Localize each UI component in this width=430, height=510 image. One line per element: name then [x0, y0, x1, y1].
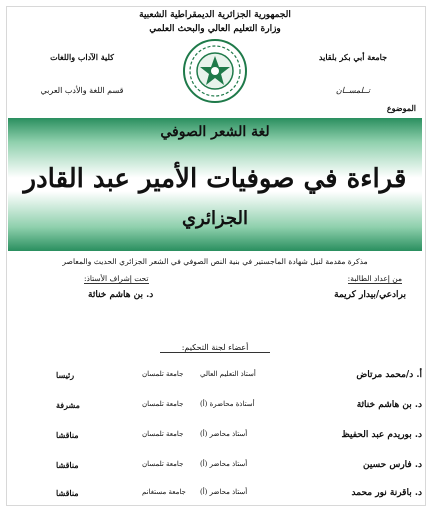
department-name: قسم اللغة والأدب العربي	[40, 86, 124, 95]
title-line-3: الجزائري	[181, 208, 249, 229]
member-name: د. بوريدم عبد الحفيظ	[341, 430, 422, 440]
university-emblem-icon	[182, 38, 248, 104]
member-title: أستاذ محاضر (أ)	[200, 488, 248, 496]
student-label: من إعداد الطالبة:	[347, 274, 402, 283]
supervisor-name: د. بن هاشم خناثة	[88, 290, 154, 300]
city-name: تــلمســان	[335, 86, 371, 95]
student-name: برادعي/بيدار كريمة	[334, 290, 406, 300]
member-name: أ. د/محمد مرتاض	[356, 370, 422, 380]
member-role: مناقشا	[56, 488, 79, 498]
ministry-line: وزارة التعليم العالي والبحث العلمي	[149, 24, 281, 34]
member-title: أستاذ محاضر (أ)	[200, 430, 248, 438]
member-university: جامعة تلمسان	[142, 370, 184, 378]
supervisor-label: تحت إشراف الأستاذ:	[84, 274, 149, 283]
title-line-2: قراءة في صوفيات الأمير عبد القادر	[23, 164, 407, 194]
degree-text: مذكرة مقدمة لنيل شهادة الماجستير في بنية النص الصوفي في الشعر الجزائري الحديث والمعاصر	[62, 257, 368, 266]
committee-label: أعضاء لجنة التحكيم:	[160, 343, 270, 353]
member-university: جامعة مستغانم	[142, 488, 186, 496]
member-name: د. باقرنة نور محمد	[351, 488, 422, 498]
member-role: مناقشا	[56, 460, 79, 470]
member-role: رئيسا	[56, 370, 75, 380]
committee-row	[14, 456, 422, 478]
member-title: أستاذة محاضرة (أ)	[200, 400, 255, 408]
committee-row	[14, 366, 422, 388]
member-role: مشرفة	[56, 400, 80, 410]
member-university: جامعة تلمسان	[142, 460, 184, 468]
member-name: د. فارس حسين	[363, 460, 422, 470]
committee-row	[14, 396, 422, 418]
member-title: أستاذ محاضر (أ)	[200, 460, 248, 468]
member-title: أستاذ التعليم العالي	[200, 370, 256, 378]
university-name: جامعة أبي بكر بلقايد	[318, 52, 388, 62]
member-university: جامعة تلمسان	[142, 430, 184, 438]
committee-row	[14, 426, 422, 448]
member-name: د. بن هاشم خناثة	[356, 400, 422, 410]
member-university: جامعة تلمسان	[142, 400, 184, 408]
faculty-name: كلية الآداب واللغات	[50, 52, 114, 62]
subject-label: الموضوع	[386, 103, 416, 113]
member-role: مناقشا	[56, 430, 79, 440]
republic-line: الجمهورية الجزائرية الديمقراطية الشعبية	[139, 10, 291, 20]
title-line-1: لغة الشعر الصوفي	[160, 124, 270, 140]
committee-row	[14, 484, 422, 506]
